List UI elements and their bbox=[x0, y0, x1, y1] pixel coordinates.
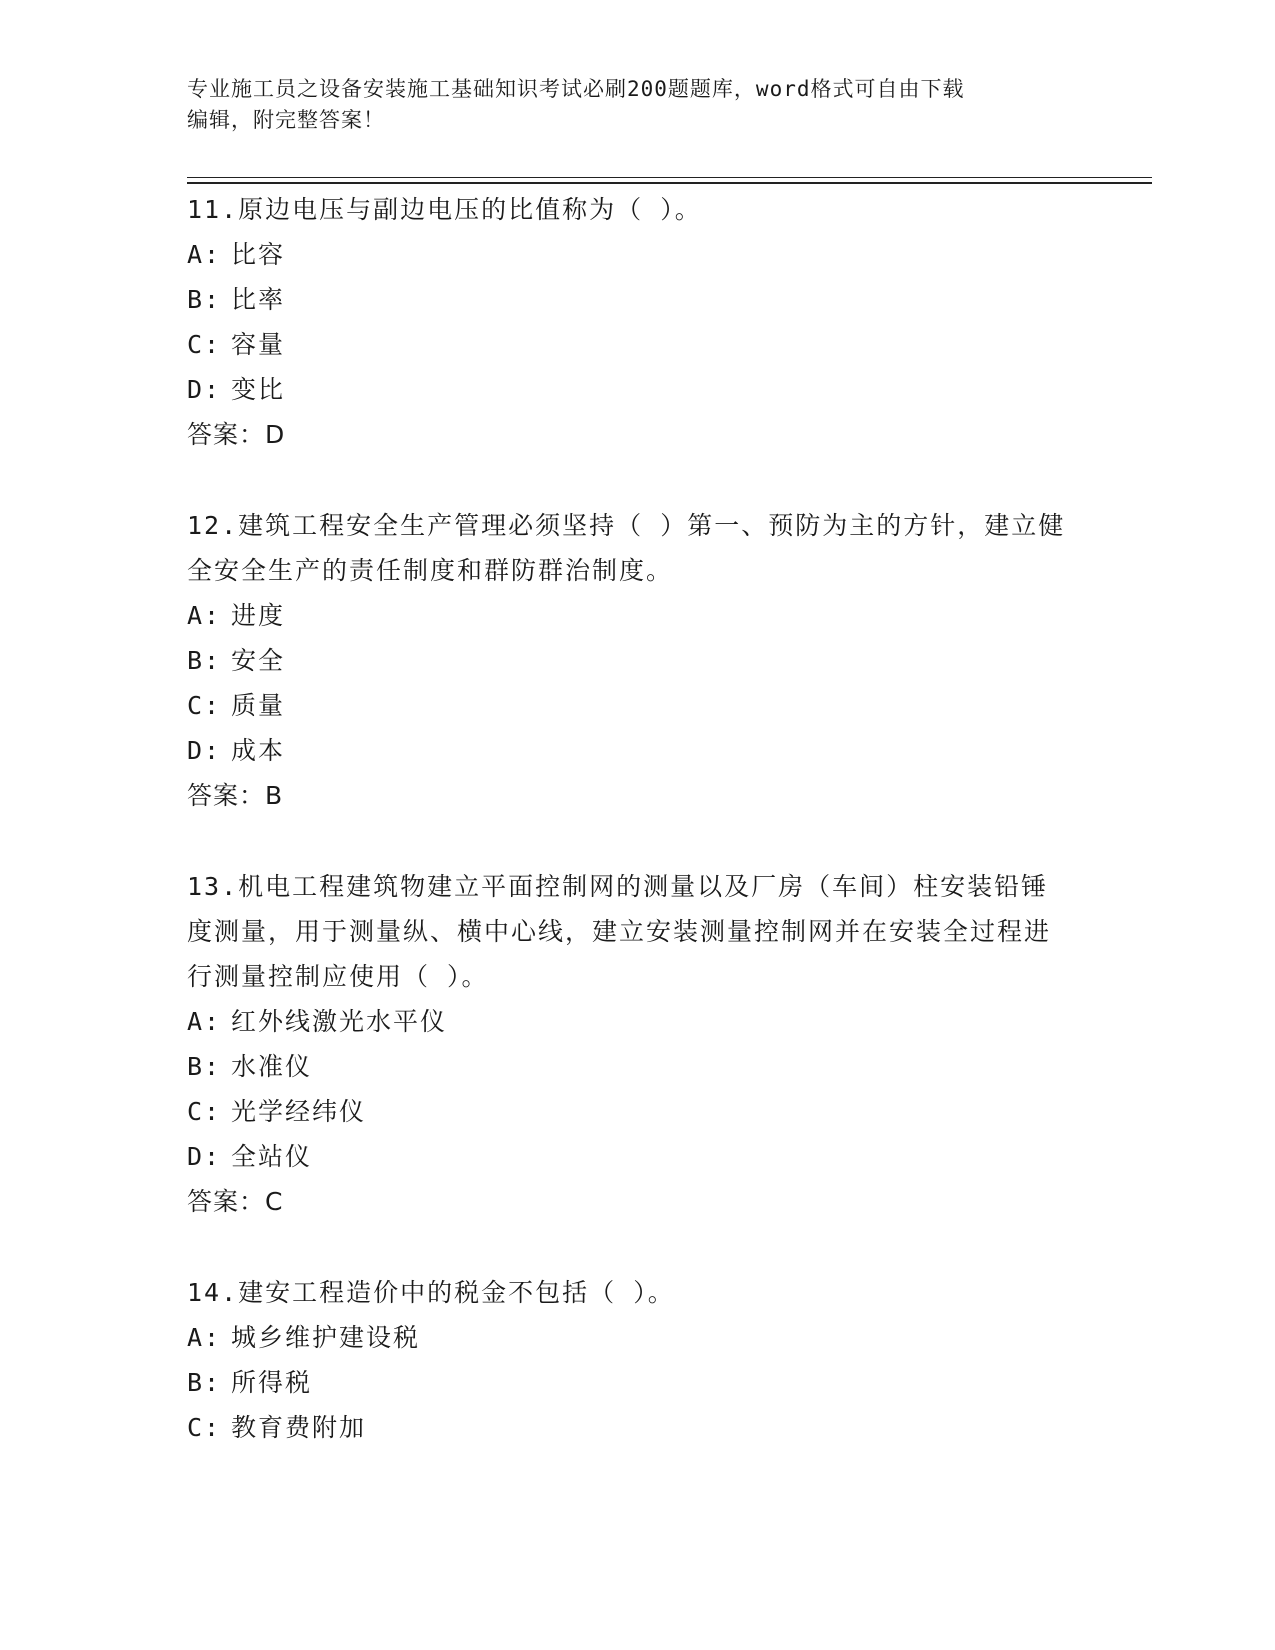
option-text: 比率 bbox=[231, 285, 286, 314]
question-12 bbox=[187, 503, 1067, 818]
option-a bbox=[187, 999, 1067, 1044]
question-13 bbox=[187, 864, 1067, 1224]
option-a bbox=[187, 1315, 1067, 1360]
option-letter: B: bbox=[187, 1052, 222, 1081]
option-letter: C: bbox=[187, 330, 222, 359]
option-letter: D: bbox=[187, 1142, 222, 1171]
option-letter: C: bbox=[187, 691, 222, 720]
option-letter: A: bbox=[187, 601, 222, 630]
option-letter: A: bbox=[187, 1323, 222, 1352]
option-b bbox=[187, 1360, 1067, 1405]
option-text: 光学经纬仪 bbox=[231, 1097, 367, 1126]
option-text: 变比 bbox=[231, 375, 286, 404]
answer-line: 答案：B bbox=[187, 781, 284, 810]
option-letter: A: bbox=[187, 1007, 222, 1036]
question-stem: 12.建筑工程安全生产管理必须坚持（ ）第一、预防为主的方针，建立健全安全生产的责任制度和群防群治制度。 bbox=[187, 511, 1066, 585]
question-stem: 13.机电工程建筑物建立平面控制网的测量以及厂房（车间）柱安装铅锤度测量，用于测量纵、横中心线，建立安装测量控制网并在安装全过程进行测量控制应使用（ ）。 bbox=[187, 872, 1052, 991]
option-text: 教育费附加 bbox=[231, 1413, 367, 1442]
option-text: 成本 bbox=[231, 736, 286, 765]
option-letter: D: bbox=[187, 736, 222, 765]
question-11 bbox=[187, 187, 1067, 457]
option-text: 安全 bbox=[231, 646, 286, 675]
header-divider-thin bbox=[187, 177, 1152, 178]
option-d bbox=[187, 1134, 1067, 1179]
question-list bbox=[187, 187, 1067, 1496]
document-header bbox=[187, 74, 1087, 136]
option-text: 所得税 bbox=[231, 1368, 313, 1397]
option-text: 容量 bbox=[231, 330, 286, 359]
answer-line: 答案：D bbox=[187, 420, 286, 449]
option-b bbox=[187, 638, 1067, 683]
question-14 bbox=[187, 1270, 1067, 1450]
option-text: 水准仪 bbox=[231, 1052, 313, 1081]
option-d bbox=[187, 728, 1067, 773]
option-c bbox=[187, 1089, 1067, 1134]
option-text: 红外线激光水平仪 bbox=[231, 1007, 448, 1036]
question-stem: 14.建安工程造价中的税金不包括（ ）。 bbox=[187, 1278, 675, 1307]
option-text: 全站仪 bbox=[231, 1142, 313, 1171]
option-d bbox=[187, 367, 1067, 412]
option-text: 质量 bbox=[231, 691, 286, 720]
option-c bbox=[187, 322, 1067, 367]
option-b bbox=[187, 1044, 1067, 1089]
question-stem: 11.原边电压与副边电压的比值称为（ ）。 bbox=[187, 195, 702, 224]
option-letter: C: bbox=[187, 1097, 222, 1126]
option-c bbox=[187, 683, 1067, 728]
option-text: 进度 bbox=[231, 601, 286, 630]
header-title-line-2: 编辑，附完整答案！ bbox=[187, 108, 385, 132]
option-a bbox=[187, 232, 1067, 277]
option-text: 城乡维护建设税 bbox=[231, 1323, 421, 1352]
header-divider-thick bbox=[187, 182, 1152, 184]
option-b bbox=[187, 277, 1067, 322]
option-letter: B: bbox=[187, 646, 222, 675]
option-letter: B: bbox=[187, 1368, 222, 1397]
header-title-line-1: 专业施工员之设备安装施工基础知识考试必刷200题题库，word格式可自由下载 bbox=[187, 77, 965, 101]
option-c bbox=[187, 1405, 1067, 1450]
option-letter: A: bbox=[187, 240, 222, 269]
option-letter: B: bbox=[187, 285, 222, 314]
option-text: 比容 bbox=[231, 240, 286, 269]
option-letter: C: bbox=[187, 1413, 222, 1442]
answer-line: 答案：C bbox=[187, 1187, 284, 1216]
option-letter: D: bbox=[187, 375, 222, 404]
option-a bbox=[187, 593, 1067, 638]
